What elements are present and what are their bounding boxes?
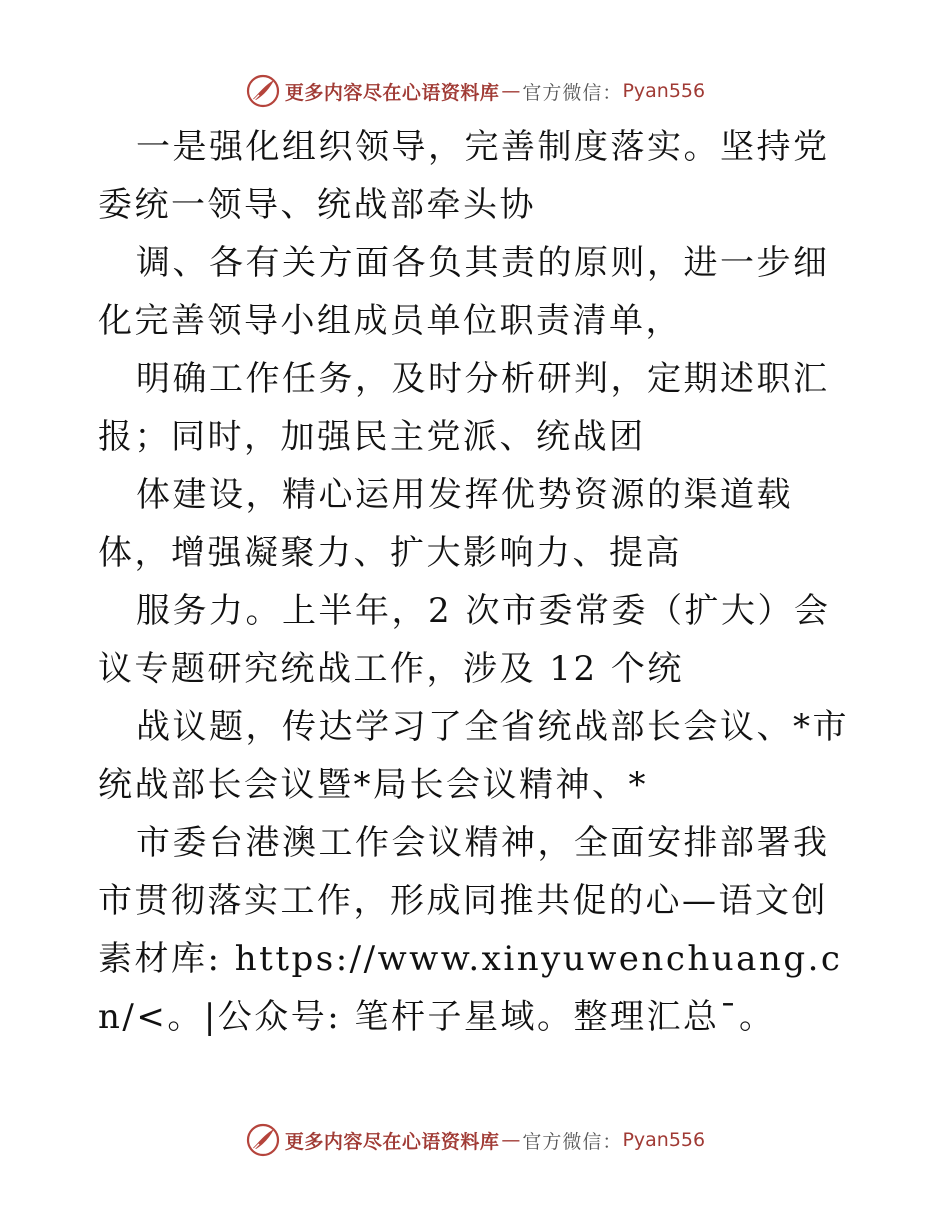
document-body	[98, 118, 858, 1046]
paragraph-6: 战议题，传达学习了全省统战部长会议、*市统战部长会议暨*局长会议精神、*	[98, 707, 849, 805]
banner-dash: —	[501, 80, 521, 102]
paragraph-1: 一是强化组织领导，完善制度落实。坚持党委统一领导、统战部牵头协	[98, 127, 830, 225]
feather-pen-logo-icon	[245, 1122, 281, 1158]
banner-official-label: 官方微信：	[522, 1130, 623, 1153]
footer-watermark-banner	[0, 1120, 950, 1160]
paragraph-3: 明确工作任务，及时分析研判，定期述职汇报；同时，加强民主党派、统战团	[98, 359, 830, 457]
banner-wechat-id: Pyan556	[622, 80, 706, 102]
banner-main-text: 更多内容尽在心语资料库	[284, 81, 500, 104]
paragraph-7: 市委台港澳工作会议精神，全面安排部署我市贯彻落实工作，形成同推共促的心—语文创素材库: https://www.xinyuwenchuang.cn/<。|公众号: 笔杆子星域。整理汇总¯。	[98, 823, 843, 1037]
paragraph-2: 调、各有关方面各负其责的原则，进一步细化完善领导小组成员单位职责清单，	[98, 243, 830, 341]
banner-dash: —	[501, 1129, 521, 1151]
banner-wechat-id: Pyan556	[622, 1129, 706, 1151]
paragraph-5: 服务力。上半年，2 次市委常委（扩大）会议专题研究统战工作，涉及 12 个统	[98, 591, 831, 689]
paragraph-4: 体建设，精心运用发挥优势资源的渠道载体，增强凝聚力、扩大影响力、提高	[98, 475, 793, 573]
header-watermark-banner	[0, 71, 950, 111]
feather-pen-logo-icon	[245, 73, 281, 109]
banner-main-text: 更多内容尽在心语资料库	[284, 1130, 500, 1153]
banner-official-label: 官方微信：	[522, 81, 623, 104]
